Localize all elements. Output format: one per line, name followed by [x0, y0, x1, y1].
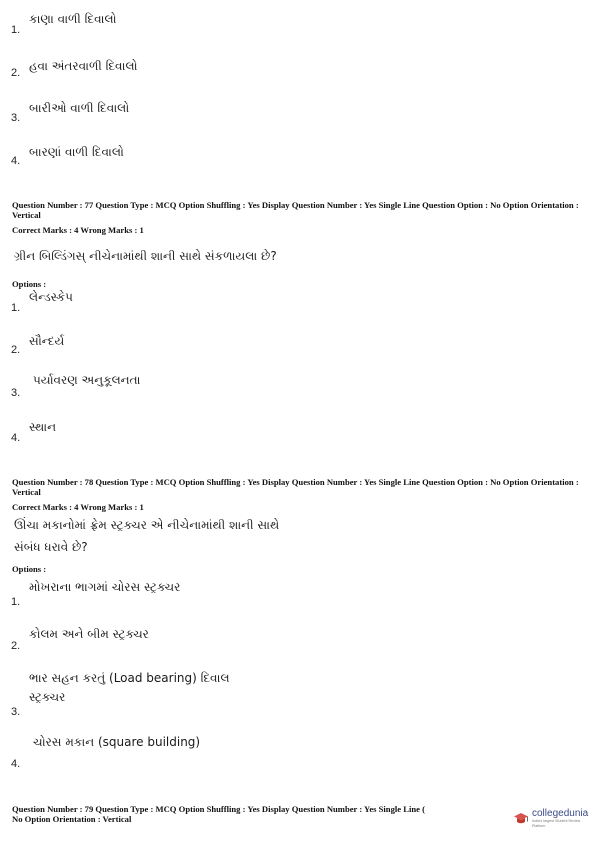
option-text: પર્યાવરણ અનુકૂલનતા	[33, 373, 141, 387]
question-text-line-1: ઊંચા મકાનોમાં ફ્રેમ સ્ટ્રક્ચર એ નીચેનામાંથી શાની સાથે	[14, 518, 280, 532]
option-text-line-1: ભાર સહન કરતું (Load bearing) દિવાલ	[29, 671, 230, 685]
option-text: બારીઓ વાળી દિવાલો	[29, 101, 130, 115]
options-label: Options :	[12, 564, 47, 574]
option-number: 4.	[11, 432, 21, 444]
option-number: 3.	[11, 706, 21, 718]
option-text: બારણાં વાળી દિવાલો	[29, 145, 124, 159]
logo-tagline: India's largest Student Review Platform	[532, 819, 581, 828]
options-label: Options :	[12, 279, 47, 289]
question-marks: Correct Marks : 4 Wrong Marks : 1	[12, 502, 144, 512]
option-text: સૌન્દર્ય	[29, 334, 65, 348]
question-text-line-2: સંબંધ ધરાવે છે?	[14, 540, 88, 554]
option-number: 4.	[11, 155, 21, 167]
logo-word: collegedunia	[532, 808, 589, 819]
question-marks: Correct Marks : 4 Wrong Marks : 1	[12, 225, 144, 235]
option-text: હવા અંતરવાળી દિવાલો	[29, 59, 138, 73]
option-number: 1.	[11, 24, 21, 36]
graduation-cap-icon	[513, 811, 529, 827]
option-number: 4.	[11, 758, 21, 770]
option-text: મોખરાના ભાગમાં ચોરસ સ્ટ્રક્ચર	[29, 580, 181, 594]
question-meta: Question Number : 78 Question Type : MCQ Option Shuffling : Yes Display Question Number : Yes Single Line Question Option : No Option Orientation : Vertical	[12, 477, 579, 497]
option-text: લેન્ડસ્કેપ	[29, 290, 73, 304]
option-number: 1.	[11, 302, 21, 314]
question-meta: Question Number : 77 Question Type : MCQ Option Shuffling : Yes Display Question Number : Yes Single Line Question Option : No Option Orientation : Vertical	[12, 200, 579, 220]
option-number: 2.	[11, 67, 21, 79]
option-text: ચોરસ મકાન (square building)	[33, 735, 201, 749]
question-meta-line-1: Question Number : 79 Question Type : MCQ Option Shuffling : Yes Display Question Number : Yes Single Line (	[12, 804, 425, 814]
option-number: 3.	[11, 112, 21, 124]
option-text-line-2: સ્ટ્રક્ચર	[29, 690, 66, 704]
option-text: કોલમ અને બીમ સ્ટ્રક્ચર	[29, 627, 149, 641]
option-number: 1.	[11, 596, 21, 608]
option-text: સ્થાન	[29, 420, 57, 434]
option-number: 2.	[11, 344, 21, 356]
question-text: ગ્રીન બિલ્ડિંગસ્ નીચેનામાંથી શાની સાથે સંકળાયલા છે?	[14, 249, 277, 263]
logo-text	[532, 809, 593, 829]
option-number: 3.	[11, 387, 21, 399]
question-meta-line-2: No Option Orientation : Vertical	[12, 814, 132, 824]
option-number: 2.	[11, 640, 21, 652]
option-text: કાણા વાળી દિવાલો	[29, 12, 117, 26]
collegedunia-logo	[513, 806, 593, 832]
